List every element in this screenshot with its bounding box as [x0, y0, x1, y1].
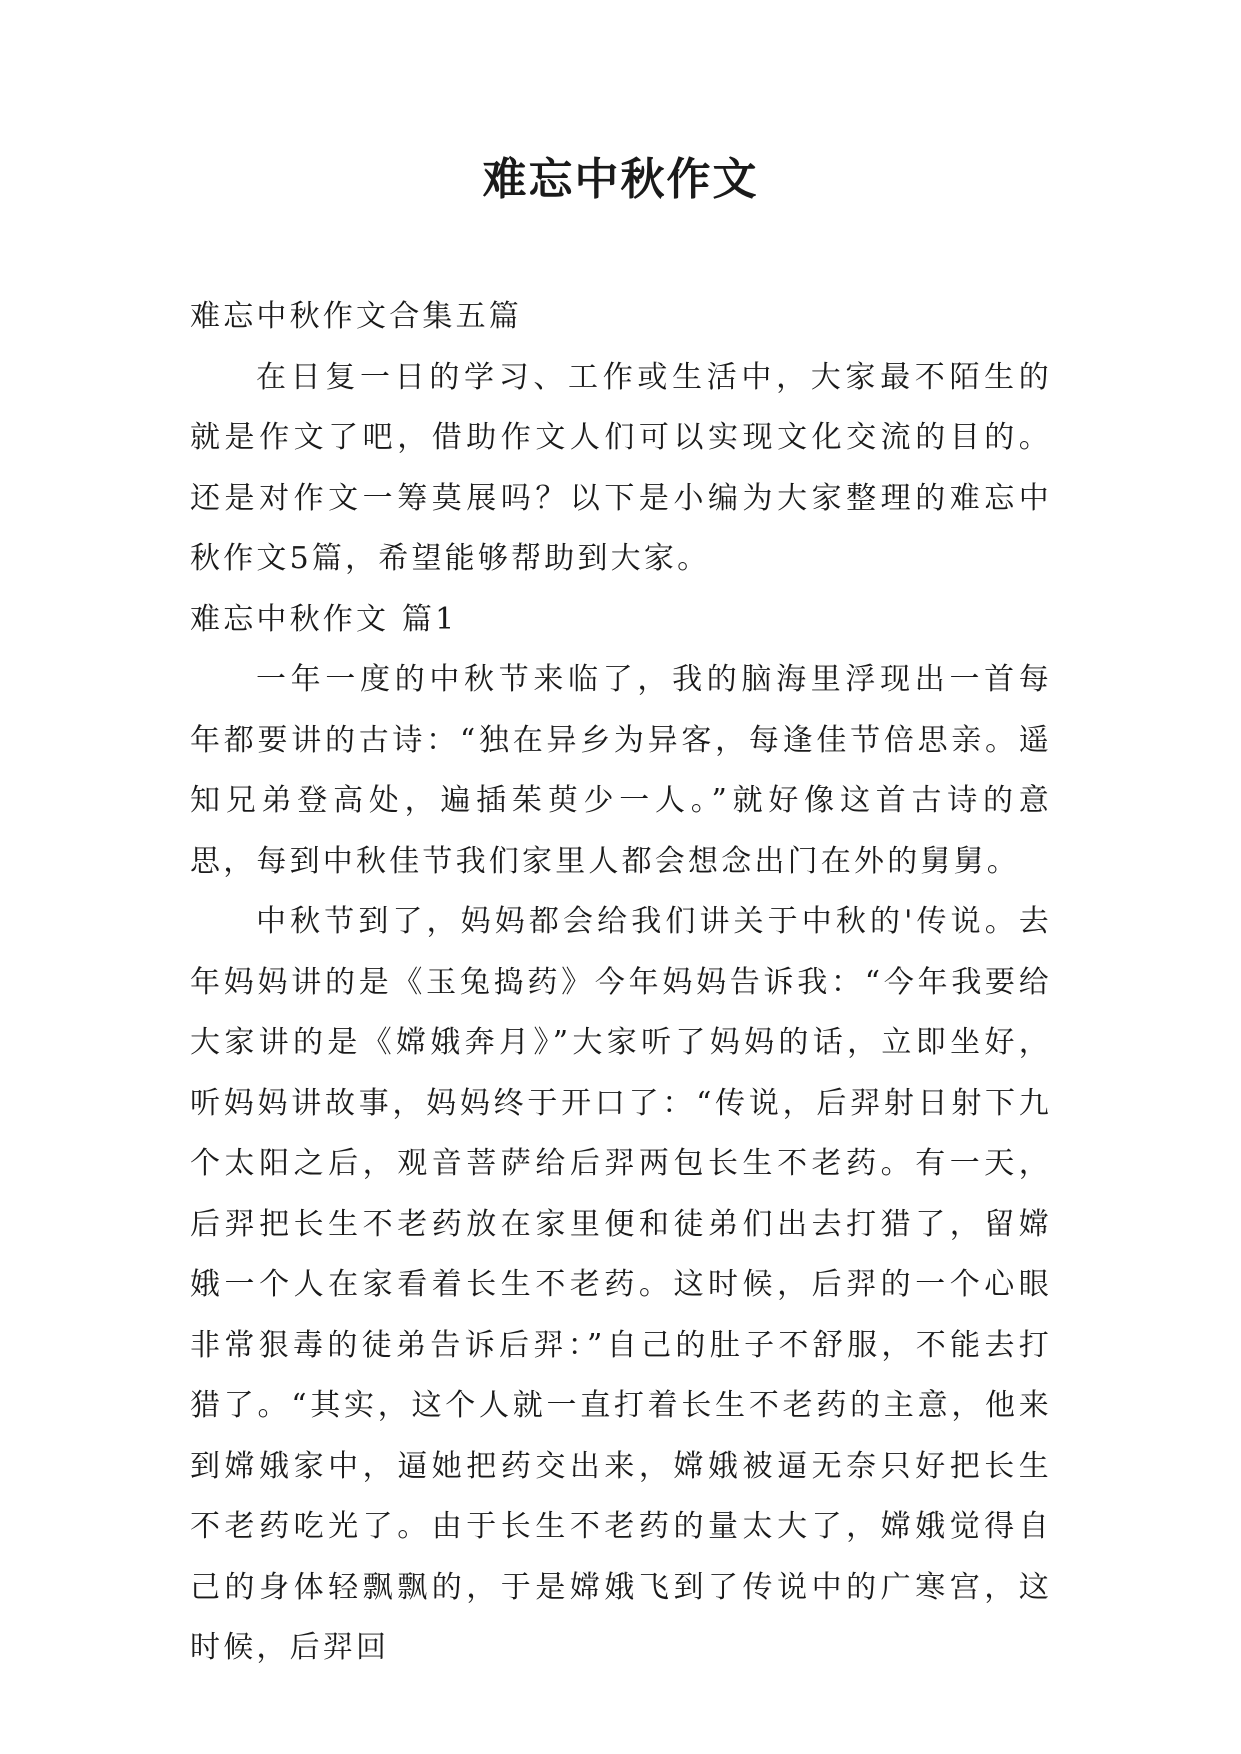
- intro-paragraph: 在日复一日的学习、工作或生活中，大家最不陌生的就是作文了吧，借助作文人们可以实现文化交流的目的。还是对作文一筹莫展吗？以下是小编为大家整理的难忘中秋作文5篇，希望能够帮助到大家。: [190, 359, 1052, 576]
- document-body: [190, 287, 1052, 1679]
- document-title: 难忘中秋作文: [482, 154, 759, 205]
- collection-heading: 难忘中秋作文合集五篇: [190, 299, 522, 334]
- body-paragraph-2: 中秋节到了，妈妈都会给我们讲关于中秋的'传说。去年妈妈讲的是《玉兔捣药》今年妈妈告诉我：“今年我要给大家讲的是《嫦娥奔月》”大家听了妈妈的话，立即坐好，听妈妈讲故事，妈妈终于开口了：“传说，后羿射日射下九个太阳之后，观音菩萨给后羿两包长生不老药。有一天，后羿把长生不老药放在家里便和徒弟们出去打猎了，留嫦娥一个人在家看着长生不老药。这时候，后羿的一个心眼非常狠毒的徒弟告诉后羿：”自己的肚子不舒服，不能去打猎了。“其实，这个人就一直打着长生不老药的主意，他来到嫦娥家中，逼她把药交出来，嫦娥被逼无奈只好把长生不老药吃光了。由于长生不老药的量太大了，嫦娥觉得自己的身体轻飘飘的，于是嫦娥飞到了传说中的广寒宫，这时候，后羿回: [190, 904, 1052, 1665]
- body-paragraph-1: 一年一度的中秋节来临了，我的脑海里浮现出一首每年都要讲的古诗：“独在异乡为异客，每逢佳节倍思亲。遥知兄弟登高处，遍插茱萸少一人。”就好像这首古诗的意思，每到中秋佳节我们家里人都会想念出门在外的舅舅。: [190, 662, 1052, 879]
- section-heading: 难忘中秋作文 篇1: [190, 601, 458, 637]
